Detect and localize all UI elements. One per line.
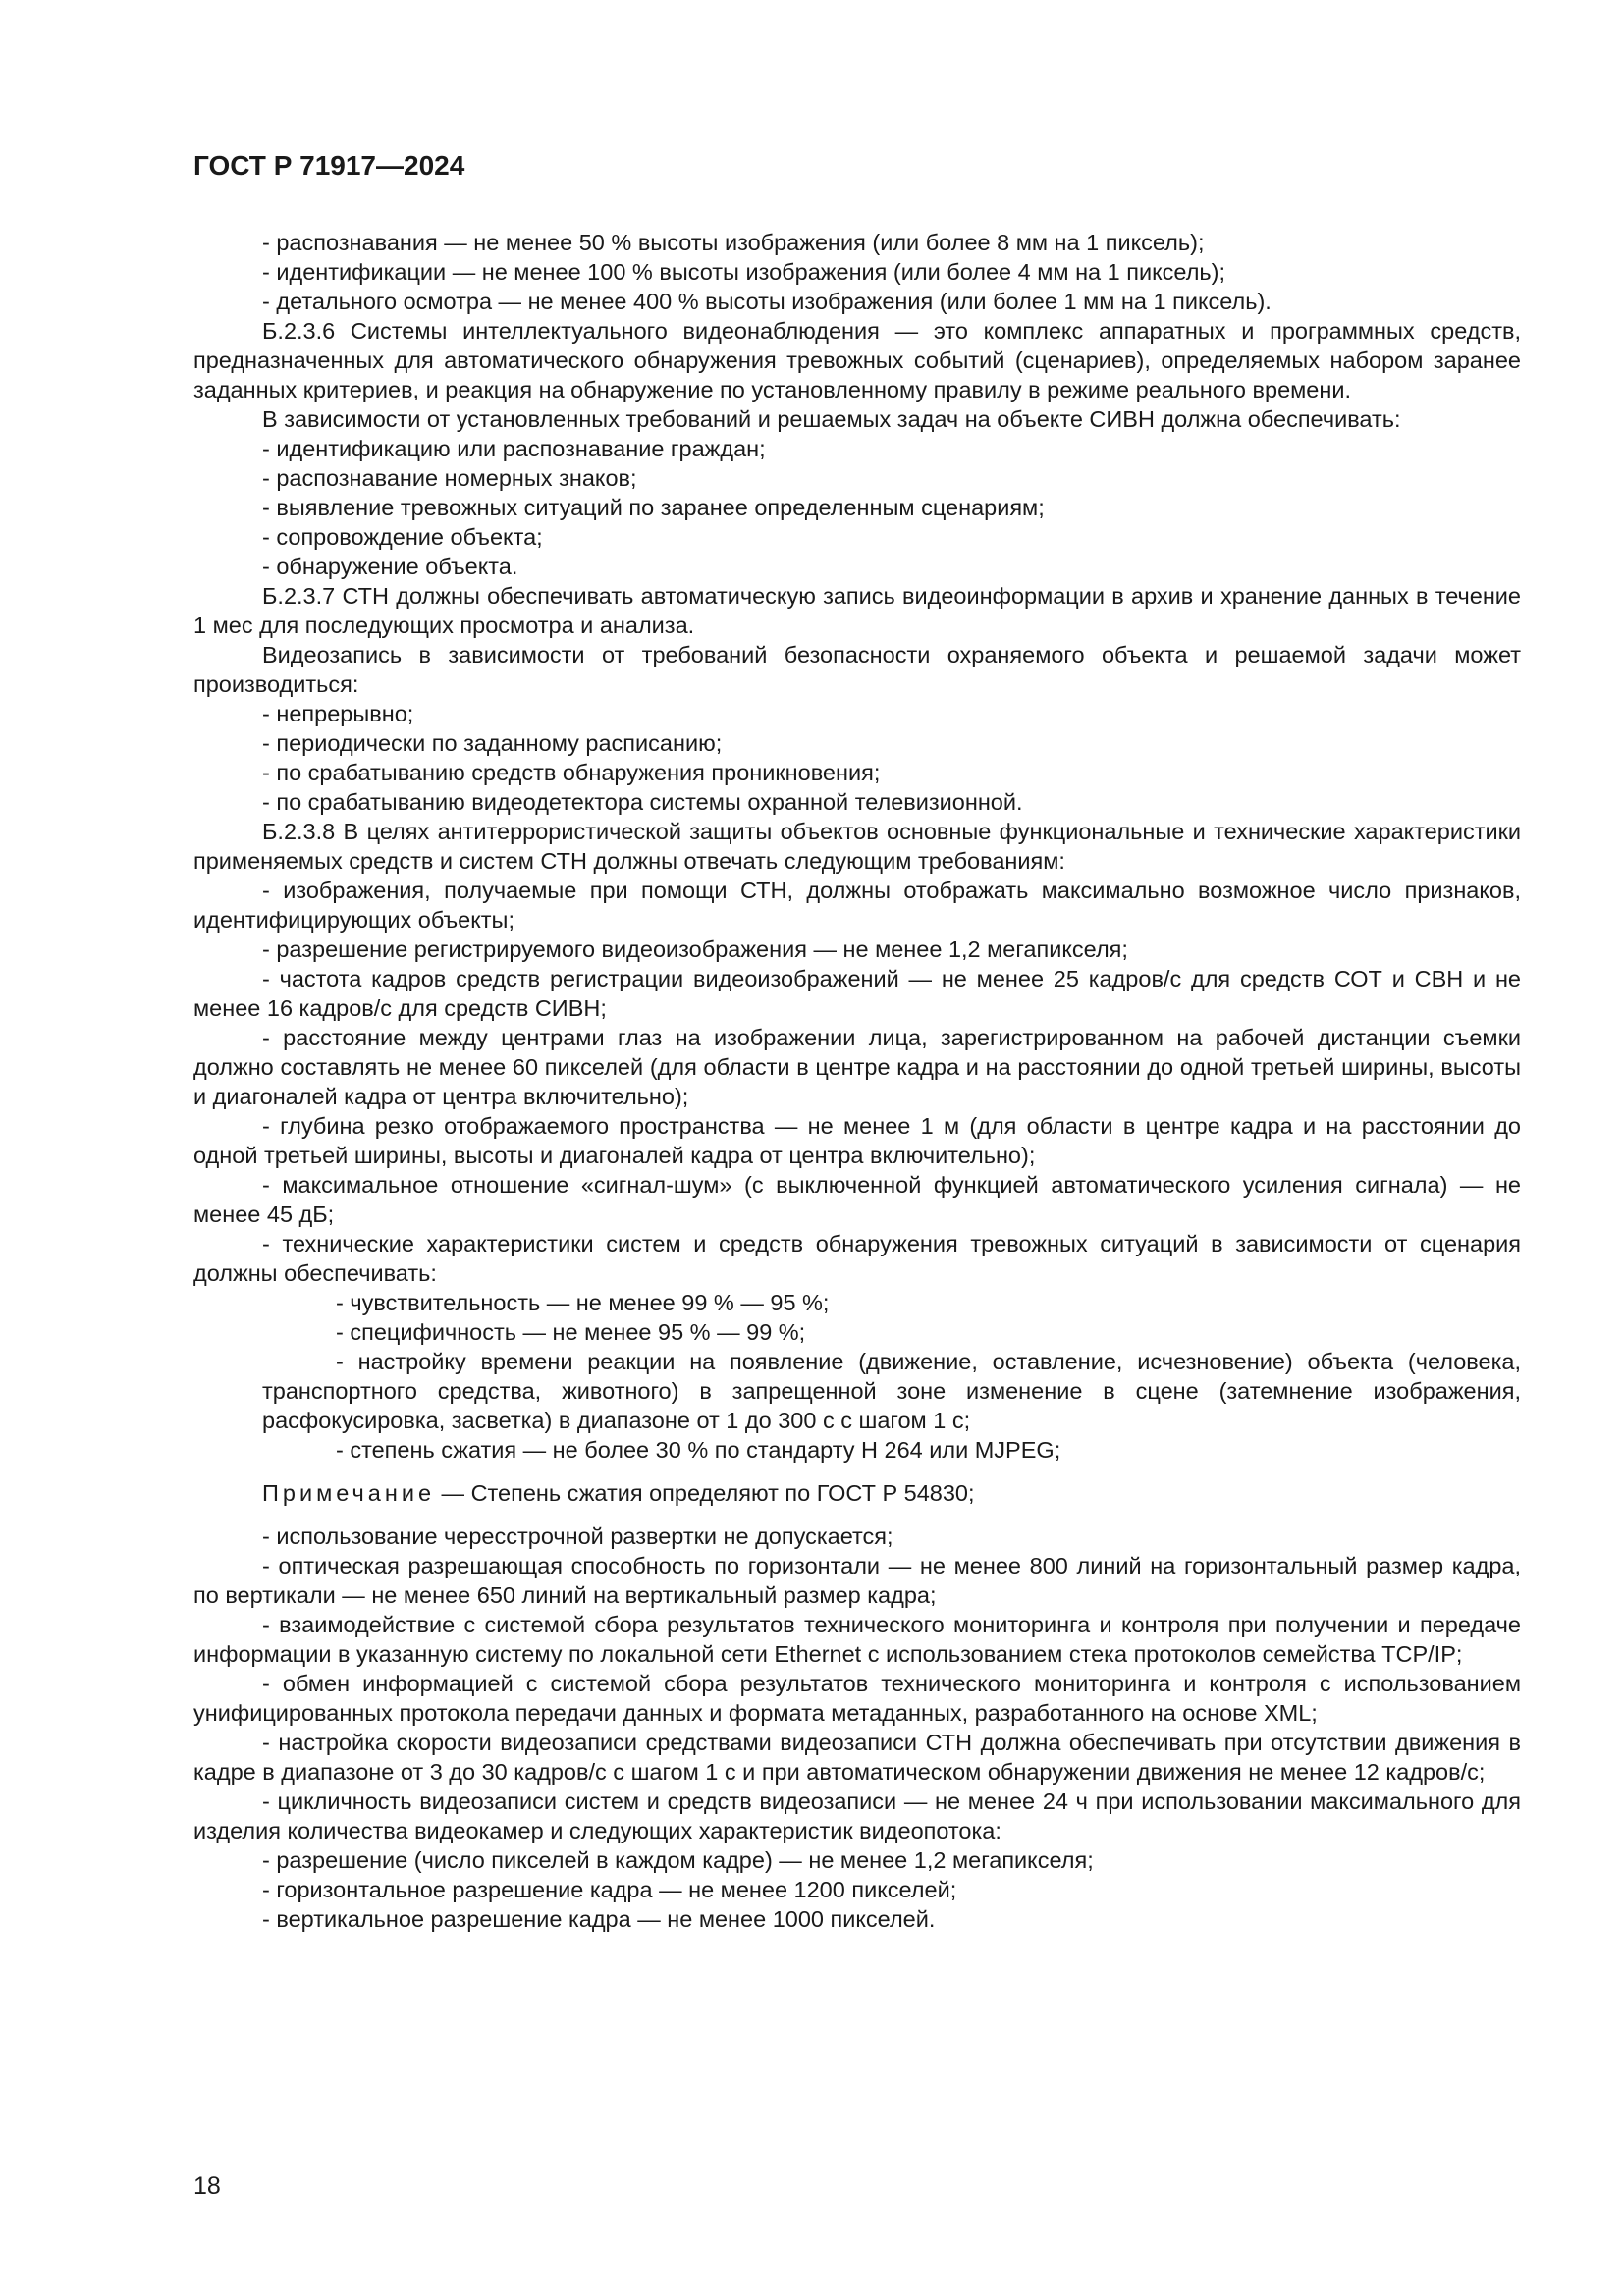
- paragraph: - частота кадров средств регистрации видеоизображений — не менее 25 кадров/с для средств СОТ и СВН и не менее 16 кадров/с для средств СИВН;: [193, 966, 1521, 1021]
- paragraph: - непрерывно;: [262, 701, 414, 726]
- paragraph: - выявление тревожных ситуаций по заранее определенным сценариям;: [262, 495, 1045, 520]
- paragraph: - расстояние между центрами глаз на изображении лица, зарегистрированном на рабочей дистанции съемки должно составлять не менее 60 пикселей (для области в центре кадра и на расстоянии до одной третьей ширины, высоты и диагоналей кадра от центра включительно);: [193, 1025, 1521, 1109]
- paragraph: - оптическая разрешающая способность по горизонтали — не менее 800 линий на горизонтальный размер кадра, по вертикали — не менее 650 линий на вертикальный размер кадра;: [193, 1553, 1521, 1608]
- paragraph: - разрешение (число пикселей в каждом кадре) — не менее 1,2 мегапикселя;: [262, 1847, 1094, 1873]
- paragraph: Б.2.3.8 В целях антитеррористической защиты объектов основные функциональные и технические характеристики применяемых средств и систем СТН должны отвечать следующим требованиям:: [193, 819, 1521, 874]
- paragraph: - цикличность видеозаписи систем и средств видеозаписи — не менее 24 ч при использовании максимального для изделия количества видеокамер и следующих характеристик видеопотока:: [193, 1789, 1521, 1843]
- paragraph: - детального осмотра — не менее 400 % высоты изображения (или более 1 мм на 1 пиксель).: [262, 289, 1272, 314]
- sub-list-item: - специфичность — не менее 95 % — 99 %;: [336, 1319, 806, 1345]
- paragraph: - разрешение регистрируемого видеоизображения — не менее 1,2 мегапикселя;: [262, 936, 1128, 962]
- document-body: [193, 228, 1521, 1934]
- note-label: Примечание: [262, 1480, 436, 1506]
- paragraph: - по срабатыванию видеодетектора системы охранной телевизионной.: [262, 789, 1023, 815]
- paragraph: - технические характеристики систем и средств обнаружения тревожных ситуаций в зависимости от сценария должны обеспечивать:: [193, 1231, 1521, 1286]
- paragraph: - взаимодействие с системой сбора результатов технического мониторинга и контроля при получении и передаче информации в указанную систему по локальной сети Ethernet с использованием стека протоколов семейства TCP/IP;: [193, 1612, 1521, 1667]
- document-header: ГОСТ Р 71917—2024: [193, 150, 465, 181]
- paragraph: - периодически по заданному расписанию;: [262, 730, 723, 756]
- paragraph: - глубина резко отображаемого пространства — не менее 1 м (для области в центре кадра и на расстоянии до одной третьей ширины, высоты и диагоналей кадра от центра включительно);: [193, 1113, 1521, 1168]
- paragraph: - идентификации — не менее 100 % высоты изображения (или более 4 мм на 1 пиксель);: [262, 259, 1225, 285]
- paragraph: - обнаружение объекта.: [262, 554, 518, 579]
- paragraph: - максимальное отношение «сигнал-шум» (с выключенной функцией автоматического усиления сигнала) — не менее 45 дБ;: [193, 1172, 1521, 1227]
- paragraph: - вертикальное разрешение кадра — не менее 1000 пикселей.: [262, 1906, 936, 1932]
- paragraph: - обмен информацией с системой сбора результатов технического мониторинга и контроля с использованием унифицированных протокола передачи данных и формата метаданных, разработанного на основе XML;: [193, 1671, 1521, 1726]
- paragraph: - горизонтальное разрешение кадра — не менее 1200 пикселей;: [262, 1877, 957, 1902]
- paragraph: Б.2.3.6 Системы интеллектуального видеонаблюдения — это комплекс аппаратных и программных средств, предназначенных для автоматического обнаружения тревожных событий (сценариев), определяемых набором заранее заданных критериев, и реакция на обнаружение по установленному правилу в режиме реального времени.: [193, 318, 1521, 402]
- sub-list-item: - настройку времени реакции на появление (движение, оставление, исчезновение) объекта (человека, транспортного средства, животного) в запрещенной зоне изменение в сцене (затемнение изображения, расфокусировка, засветка) в диапазоне от 1 до 300 с с шагом 1 с;: [262, 1349, 1521, 1433]
- paragraph: - настройка скорости видеозаписи средствами видеозаписи СТН должна обеспечивать при отсутствии движения в кадре в диапазоне от 3 до 30 кадров/с с шагом 1 с и при автоматическом обнаружении движения не менее 12 кадров/с;: [193, 1730, 1521, 1785]
- paragraph: - использование чересстрочной развертки не допускается;: [262, 1523, 893, 1549]
- paragraph: Б.2.3.7 СТН должны обеспечивать автоматическую запись видеоинформации в архив и хранение данных в течение 1 мес для последующих просмотра и анализа.: [193, 583, 1521, 638]
- sub-list-item: - степень сжатия — не более 30 % по стандарту Н 264 или MJPEG;: [336, 1437, 1061, 1463]
- paragraph: - по срабатыванию средств обнаружения проникновения;: [262, 760, 881, 785]
- paragraph: - изображения, получаемые при помощи СТН, должны отображать максимально возможное число признаков, идентифицирующих объекты;: [193, 878, 1521, 933]
- paragraph: Видеозапись в зависимости от требований безопасности охраняемого объекта и решаемой задачи может производиться:: [193, 642, 1521, 697]
- note: [193, 1478, 1521, 1508]
- paragraph: В зависимости от установленных требований и решаемых задач на объекте СИВН должна обеспечивать:: [262, 406, 1401, 432]
- paragraph: - распознавания — не менее 50 % высоты изображения (или более 8 мм на 1 пиксель);: [262, 230, 1205, 255]
- page-number: 18: [193, 2172, 221, 2200]
- paragraph: - сопровождение объекта;: [262, 524, 543, 550]
- note-text: — Степень сжатия определяют по ГОСТ Р 54830;: [435, 1480, 975, 1506]
- sub-list-item: - чувствительность — не менее 99 % — 95 %;: [336, 1290, 830, 1315]
- paragraph: - идентификацию или распознавание граждан;: [262, 436, 766, 461]
- paragraph: - распознавание номерных знаков;: [262, 465, 637, 491]
